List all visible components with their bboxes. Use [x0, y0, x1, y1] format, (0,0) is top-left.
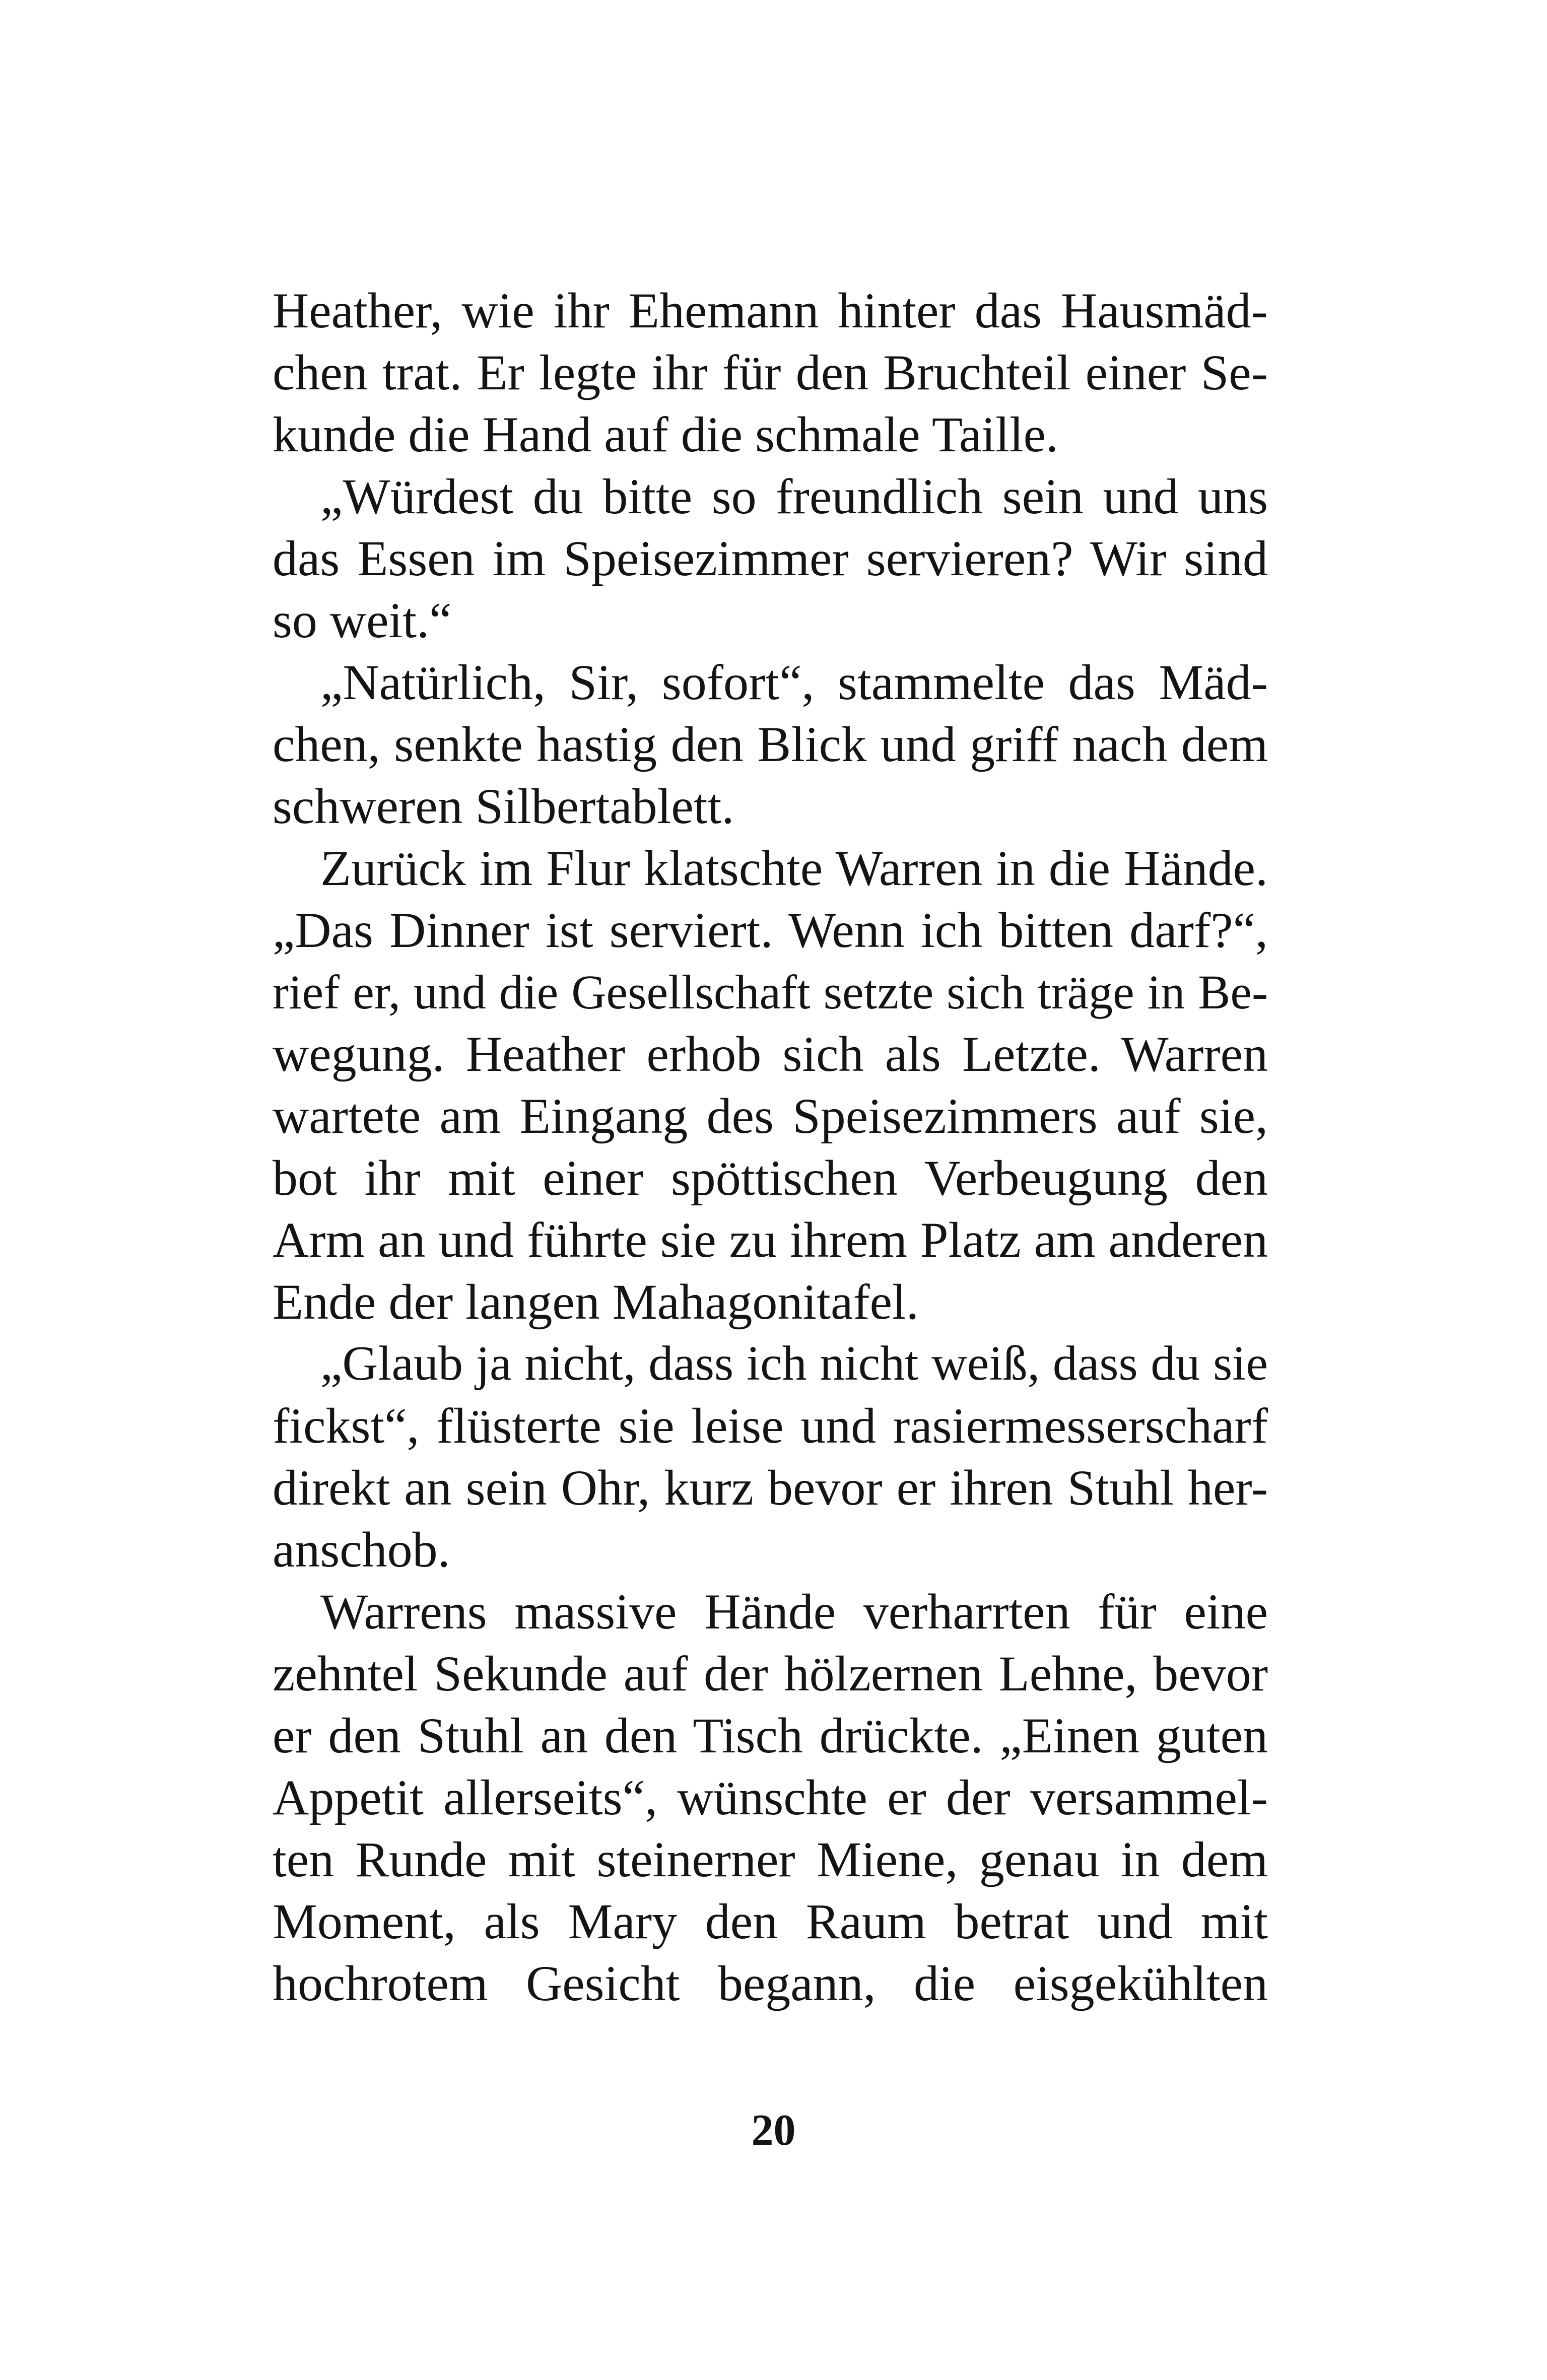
text-line: Moment, als Mary den Raum betrat und mit: [273, 1893, 1268, 1949]
text-line: zehntel Sekunde auf der hölzernen Lehne, bevor: [273, 1646, 1268, 1702]
text-line: hochrotem Gesicht begann, die eisgekühlten: [273, 1955, 1268, 2011]
text-line: Zurück im Flur klatschte Warren in die Hände.: [320, 840, 1268, 896]
text-line: fickst“, flüsterte sie leise und rasiermesserscharf: [273, 1398, 1268, 1454]
text-line: das Essen im Speisezimmer servieren? Wir sind: [273, 530, 1268, 586]
text-line: Arm an und führte sie zu ihrem Platz am anderen: [273, 1212, 1268, 1268]
text-line: wartete am Eingang des Speisezimmers auf sie,: [273, 1088, 1268, 1144]
text-line: Appetit allerseits“, wünschte er der versammel-: [273, 1770, 1268, 1825]
text-line: „Natürlich, Sir, sofort“, stammelte das Mäd-: [320, 654, 1268, 710]
text-line: schweren Silbertablett.: [273, 778, 734, 834]
text-line: „Glaub ja nicht, dass ich nicht weiß, dass du sie: [320, 1336, 1268, 1391]
text-line: ten Runde mit steinerner Miene, genau in dem: [273, 1831, 1268, 1887]
text-line: anschob.: [273, 1522, 450, 1578]
text-line: kunde die Hand auf die schmale Taille.: [273, 406, 1059, 462]
text-line: Heather, wie ihr Ehemann hinter das Hausmäd-: [273, 283, 1268, 338]
text-line: Ende der langen Mahagonitafel.: [273, 1274, 919, 1330]
text-line: er den Stuhl an den Tisch drückte. „Einen guten: [273, 1708, 1268, 1763]
text-line: direkt an sein Ohr, kurz bevor er ihren Stuhl her-: [273, 1460, 1268, 1516]
body-text: [273, 280, 1268, 2014]
text-line: Warrens massive Hände verharrten für eine: [320, 1584, 1268, 1640]
text-line: chen, senkte hastig den Blick und griff nach dem: [273, 716, 1268, 772]
text-line: rief er, und die Gesellschaft setzte sich träge in Be-: [273, 965, 1268, 1019]
text-line: so weit.“: [273, 592, 452, 648]
text-line: chen trat. Er legte ihr für den Bruchteil einer Se-: [273, 345, 1268, 400]
text-line: wegung. Heather erhob sich als Letzte. Warren: [273, 1026, 1268, 1082]
text-line: „Würdest du bitte so freundlich sein und uns: [320, 468, 1268, 524]
page-number: 20: [751, 2106, 796, 2155]
text-line: bot ihr mit einer spöttischen Verbeugung den: [273, 1150, 1268, 1206]
text-line: „Das Dinner ist serviert. Wenn ich bitten darf?“,: [273, 902, 1268, 958]
